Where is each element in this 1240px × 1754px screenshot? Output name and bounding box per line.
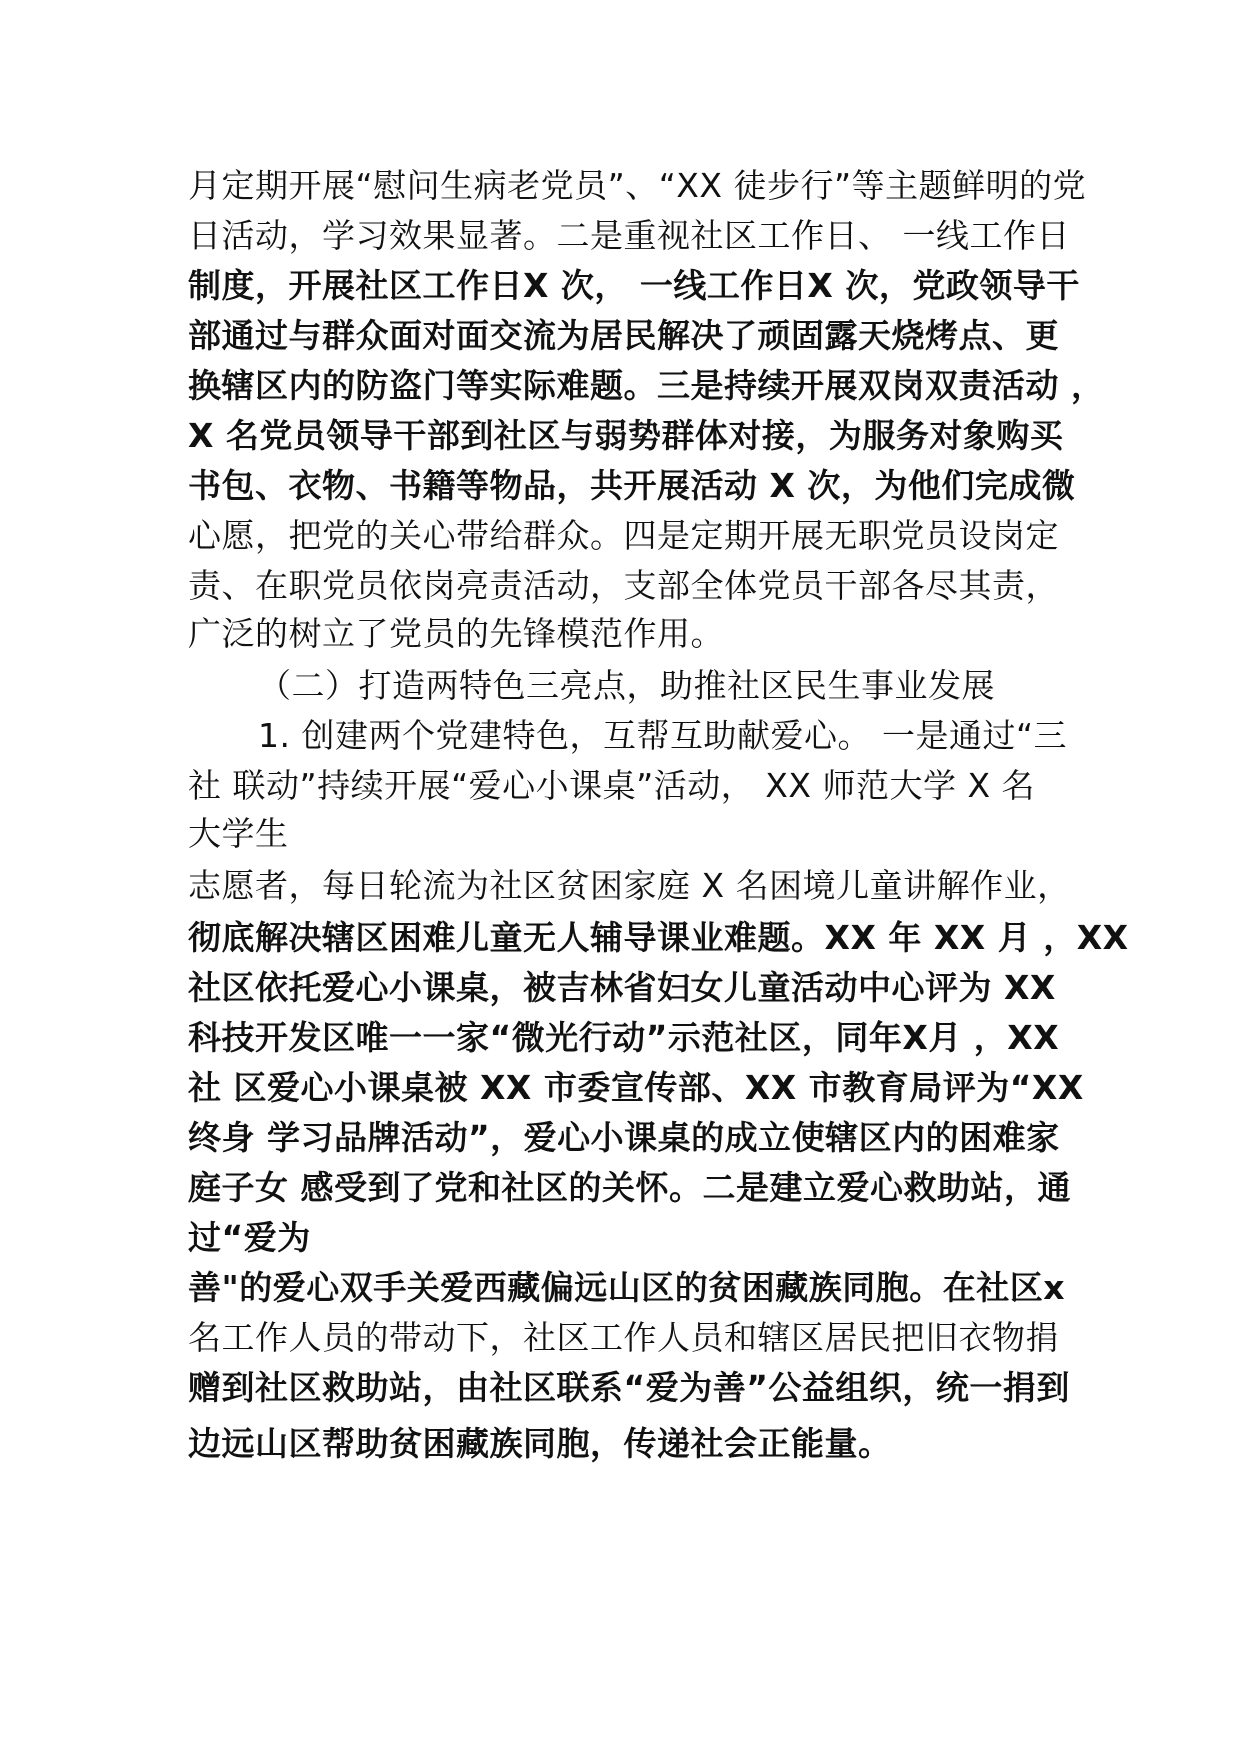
text-line: 制度，开展社区工作日X 次， 一线工作日X 次，党政领导干 xyxy=(188,266,1080,305)
text-line: 换辖区内的防盗门等实际难题。三是持续开展双岗双责活动 ， xyxy=(188,366,1105,405)
text-line: 终身 学习品牌活动”，爱心小课桌的成立使辖区内的困难家 xyxy=(188,1118,1060,1157)
text-line: 大学生 xyxy=(188,814,289,853)
text-line: 书包、衣物、书籍等物品，共开展活动 X 次，为他们完成微 xyxy=(188,466,1076,505)
text-line: 社 联动”持续开展“爱心小课桌”活动， XX 师范大学 X 名 xyxy=(188,766,1036,805)
text-line: 过“爱为 xyxy=(188,1218,311,1257)
text-line: 月定期开展“慰问生病老党员”、“XX 徒步行”等主题鲜明的党 xyxy=(188,166,1087,205)
text-line: 社 区爱心小课桌被 XX 市委宣传部、XX 市教育局评为“XX xyxy=(188,1068,1084,1107)
text-line: 社区依托爱心小课桌，被吉林省妇女儿童活动中心评为 XX xyxy=(188,968,1056,1007)
text-line: 彻底解决辖区困难儿童无人辅导课业难题。XX 年 XX 月 ，XX xyxy=(188,918,1129,957)
text-line: 边远山区帮助贫困藏族同胞，传递社会正能量。 xyxy=(188,1424,892,1463)
text-line: 赠到社区救助站，由社区联系“爱为善”公益组织，统一捐到 xyxy=(188,1368,1070,1407)
text-line: 名工作人员的带动下，社区工作人员和辖区居民把旧衣物捐 xyxy=(188,1318,1059,1357)
text-line: 广泛的树立了党员的先锋模范作用。 xyxy=(188,614,724,653)
text-line: 志愿者，每日轮流为社区贫困家庭 X 名困境儿童讲解作业， xyxy=(188,866,1071,905)
text-line: 1. 创建两个党建特色，互帮互助献爱心。 一是通过“三 xyxy=(258,716,1068,755)
text-line: 庭子女 感受到了党和社区的关怀。二是建立爱心救助站，通 xyxy=(188,1168,1071,1207)
section-heading: （二）打造两特色三亮点，助推社区民生事业发展 xyxy=(258,666,995,705)
text-line: 善"的爱心双手关爱西藏偏远山区的贫困藏族同胞。在社区x xyxy=(188,1268,1065,1307)
text-line: 心愿，把党的关心带给群众。四是定期开展无职党员设岗定 xyxy=(188,516,1059,555)
text-line: X 名党员领导干部到社区与弱势群体对接，为服务对象购买 xyxy=(188,416,1064,455)
text-line: 部通过与群众面对面交流为居民解决了顽固露天烧烤点、更 xyxy=(188,316,1059,355)
text-line: 科技开发区唯一一家“微光行动”示范社区，同年X月 ，XX xyxy=(188,1018,1060,1057)
text-line: 责、在职党员依岗亮责活动，支部全体党员干部各尽其责， xyxy=(188,566,1059,605)
text-line: 日活动，学习效果显著。二是重视社区工作日、 一线工作日 xyxy=(188,216,1070,255)
